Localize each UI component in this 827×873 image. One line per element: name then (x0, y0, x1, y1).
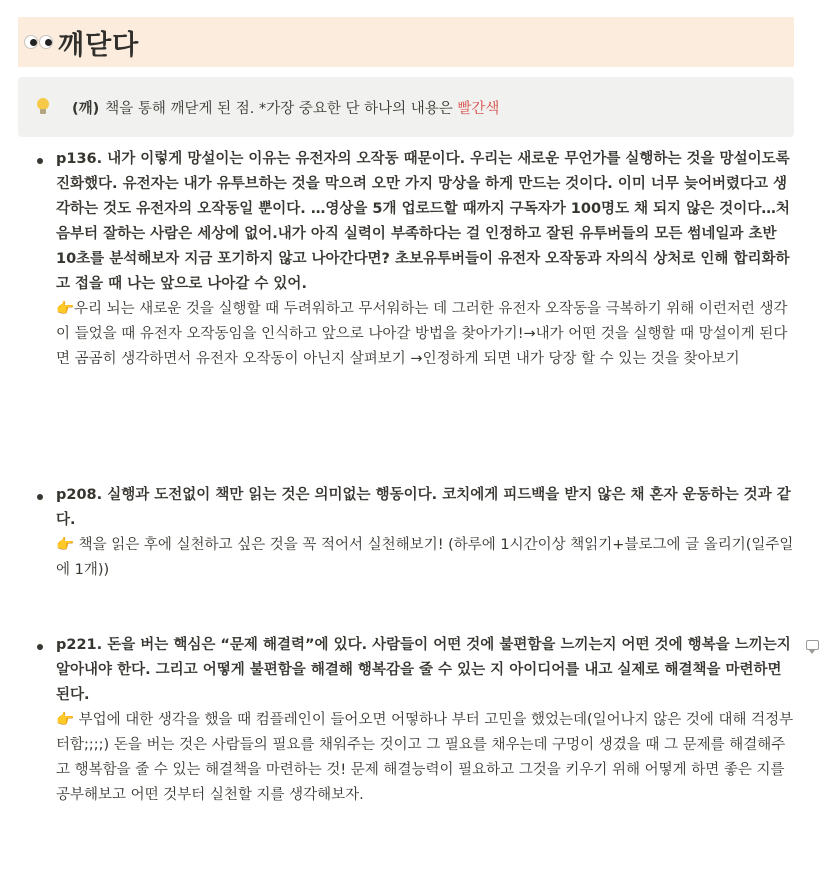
callout-highlight: 빨간색 (457, 100, 500, 117)
note-text: 👉 책을 읽은 후에 실천하고 싶은 것을 꼭 적어서 실천해보기! (하루에 1시간이상 책읽기+블로그에 글 올리기(일주일에 1개)) (56, 537, 794, 578)
quote-text: p136. 내가 이렇게 망설이는 이유는 유전자의 오작동 때문이다. 우리는 새로운 무언가를 실행하는 것을 망설이도록 진화했다. 유전자는 내가 유투브하는 것을 막으려 오만 가지 망상을 하게 만드는 것이다. 이미 너무 늦어버렸다고 생각하는 것도 유전자의 오작동일 뿐이다. …영상을 5개 업로드할 때까지 구독자가 100명도 채 되지 않은 것이다…처음부터 잘하는 사람은 세상에 없어.내가 아직 실력이 부족하다는 걸 인정하고 잘된 유투버들의 모든 썸네일과 초반 10초를 분석해보자 지금 포기하지 않고 나아간다면? 초보유투버들이 유전자 오작동과 자의식 상처로 인해 합리화하고 접을 때 나는 앞으로 나아갈 수 있어. (56, 151, 790, 292)
bullet-item-p136[interactable] (37, 147, 794, 372)
callout-block[interactable] (18, 77, 794, 137)
lightbulb-icon (36, 97, 50, 117)
page-heading (18, 17, 794, 67)
note-text: 👉 부업에 대한 생각을 했을 때 컴플레인이 들어오면 어떻하나 부터 고민을 했었는데(일어나지 않은 것에 대해 걱정부터함;;;;) 돈을 버는 것은 사람들의 필요를 채워주는 것이고 그 필요를 채우는데 구멍이 생겼을 때 그 문제를 해결해주고 행복함을 줄 수 있는 해결책을 마련하는 것! 문제 해결능력이 필요하고 그것을 키우기 위해 어떻게 하면 좋은 지를 공부해보고 어떤 것부터 실천할 지를 생각해보자. (56, 712, 794, 803)
heading-title: 깨닫다 (58, 29, 140, 61)
eyes-icon (24, 35, 54, 49)
bullet-item-p221[interactable] (37, 633, 794, 808)
quote-text: p221. 돈을 버는 핵심은 “문제 해결력”에 있다. 사람들이 어떤 것에 불편함을 느끼는지 어떤 것에 행복을 느끼는지 알아내야 한다. 그리고 어떻게 불편함을 해결해 행복감을 줄 수 있는 지 아이디어를 내고 실제로 해결책을 마련하면 된다. (56, 637, 791, 703)
callout-label: (깨) (72, 100, 100, 117)
comment-icon[interactable] (806, 640, 819, 650)
quote-text: p208. 실행과 도전없이 책만 읽는 것은 의미없는 행동이다. 코치에게 피드백을 받지 않은 채 혼자 운동하는 것과 같다. (56, 487, 791, 528)
bullet-dot (37, 158, 43, 164)
bullet-item-p208[interactable] (37, 483, 794, 583)
callout-text: 책을 통해 깨닫게 된 점. *가장 중요한 단 하나의 내용은 (105, 100, 453, 117)
bullet-dot (37, 644, 43, 650)
bullet-dot (37, 494, 43, 500)
note-text: 👉우리 뇌는 새로운 것을 실행할 때 두려워하고 무서워하는 데 그러한 유전자 오작동을 극복하기 위해 이런저런 생각이 들었을 때 유전자 오작동임을 인식하고 앞으로 나아갈 방법을 찾아가기!→내가 어떤 것을 실행할 때 망설이게 된다면 곰곰히 생각하면서 유전자 오작동이 아닌지 살펴보기 →인정하게 되면 내가 당장 할 수 있는 것을 찾아보기 (56, 301, 788, 367)
